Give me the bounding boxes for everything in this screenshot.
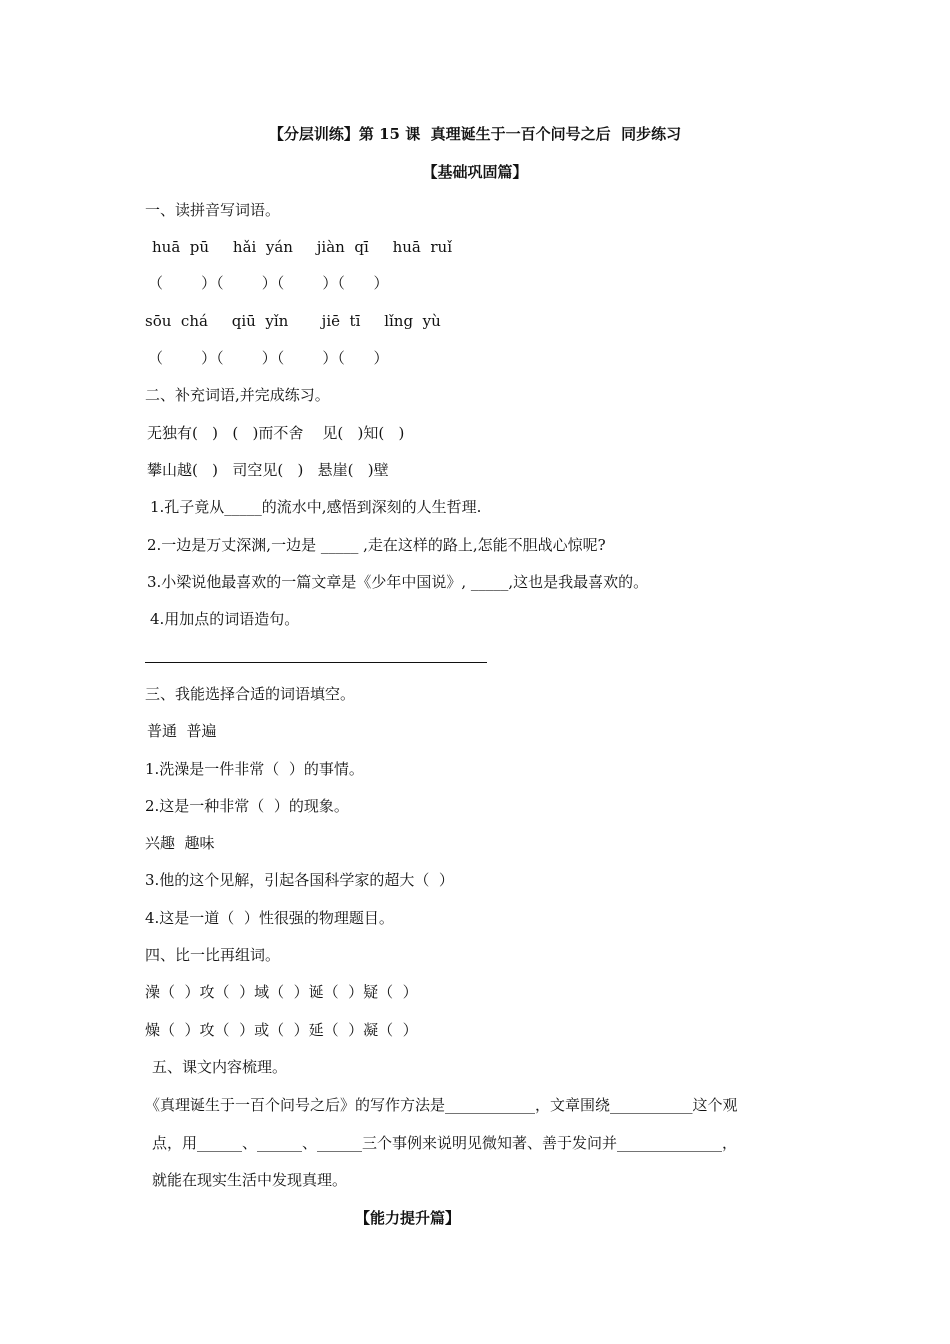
q4-row2: 燥（ ）攻（ ）或（ ）延（ ）凝（ ） [145, 1021, 418, 1039]
q3-item3: 3.他的这个见解，引起各国科学家的超大（ ） [145, 871, 454, 889]
q2-item3: 3.小梁说他最喜欢的一篇文章是《少年中国说》, _____,这也是我最喜欢的。 [147, 573, 649, 591]
q1-heading: 一、读拼音写词语。 [145, 201, 281, 219]
q3-item1: 1.洗澡是一件非常（ ）的事情。 [145, 760, 364, 778]
q5-line1: 《真理诞生于一百个问号之后》的写作方法是____________，文章围绕___________这个观 [145, 1096, 738, 1114]
q4-row1: 澡（ ）攻（ ）域（ ）诞（ ）疑（ ） [145, 983, 418, 1001]
q2-words-row1: 无独有( ) ( )而不舍 见( )知( ) [147, 424, 405, 442]
q2-item1: 1.孔子竟从_____的流水中,感悟到深刻的人生哲理. [150, 498, 482, 516]
q2-item4: 4.用加点的词语造句。 [150, 610, 300, 628]
q2-item2: 2.一边是万丈深渊,一边是 _____ ,走在这样的路上,怎能不胆战心惊呢? [147, 536, 606, 554]
section-heading-basic: 【基础巩固篇】 [422, 163, 528, 181]
q3-item4: 4.这是一道（ ）性很强的物理题目。 [145, 909, 394, 927]
q5-line3: 就能在现实生活中发现真理。 [152, 1171, 348, 1189]
q1-blank-row2: （ ）（ ）（ ）（ ） [148, 349, 389, 367]
q1-pinyin-row2: sōu chá qiū yǐn jiē tī lǐng yù [145, 312, 441, 330]
q2-words-row2: 攀山越( ) 司空见( ) 悬崖( )壁 [147, 461, 389, 479]
q5-heading: 五、课文内容梳理。 [152, 1058, 288, 1076]
q4-heading: 四、比一比再组词。 [145, 946, 281, 964]
q3-word-pair2: 兴趣 趣味 [145, 834, 215, 852]
q5-line2: 点，用______、______、______三个事例来说明见微知著、善于发问并______________， [152, 1134, 738, 1152]
q3-word-pair1: 普通 普遍 [147, 722, 217, 740]
page-title: 【分层训练】第 15 课 真理诞生于一百个问号之后 同步练习 [268, 125, 682, 143]
section-heading-advanced: 【能力提升篇】 [355, 1209, 461, 1227]
answer-line [145, 662, 487, 663]
q3-item2: 2.这是一种非常（ ）的现象。 [145, 797, 349, 815]
q2-heading: 二、补充词语,并完成练习。 [145, 386, 330, 404]
q1-blank-row1: （ ）（ ）（ ）（ ） [148, 274, 389, 292]
q3-heading: 三、我能选择合适的词语填空。 [145, 685, 356, 703]
q1-pinyin-row1: huā pū hǎi yán jiàn qī huā ruǐ [152, 238, 453, 256]
